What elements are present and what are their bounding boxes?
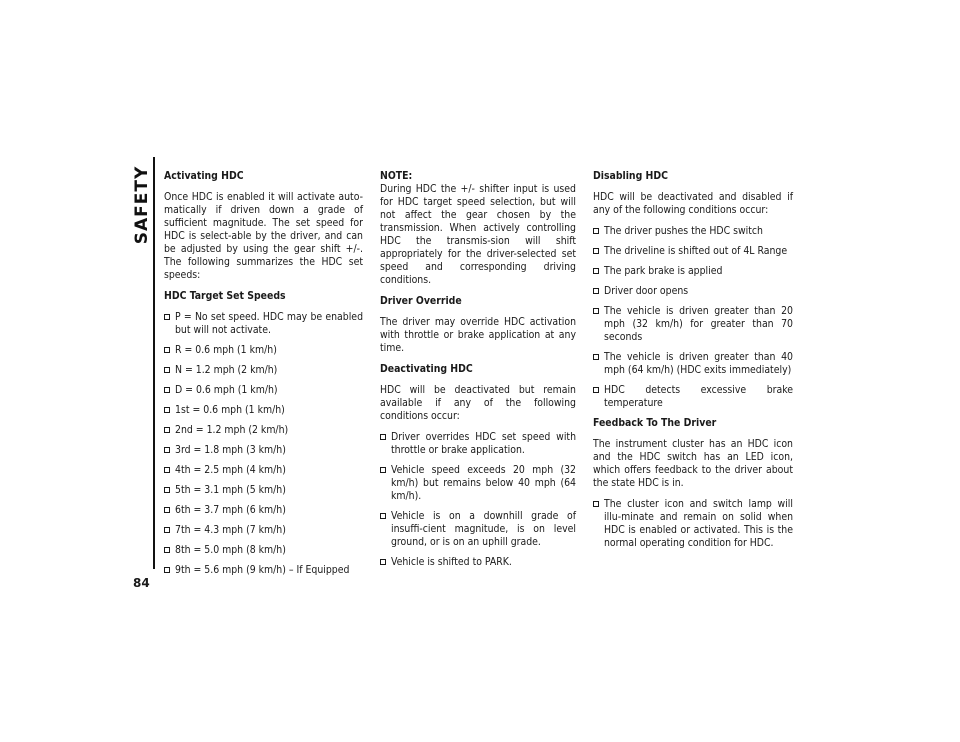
list-item-text: HDC detects excessive brake temperature [604,384,793,409]
checkbox-bullet-icon [593,268,599,274]
checkbox-bullet-icon [164,487,170,493]
list-item [380,510,576,549]
list-item-text: Vehicle speed exceeds 20 mph (32 km/h) but remains below 40 mph (64 km/h). [391,464,576,502]
heading-disabling-hdc: Disabling HDC [593,170,668,182]
checkbox-bullet-icon [380,434,386,440]
list-item [164,424,363,437]
section-tab [132,165,152,245]
checkbox-bullet-icon [380,467,386,473]
paragraph-disabling-hdc: HDC will be deactivated and disabled if any of the following conditions occur: [593,191,793,216]
list-item-text: P = No set speed. HDC may be enabled but will not activate. [175,311,363,336]
checkbox-bullet-icon [164,427,170,433]
list-item [380,464,576,503]
list-item [164,544,363,557]
list-item [593,384,793,410]
checkbox-bullet-icon [164,314,170,320]
paragraph-activating-hdc: Once HDC is enabled it will activate auto-matically if driven down a grade of sufficient magnitude. The set speed for HDC is select-able by the driver, and can be adjusted by using the gear shift +/-. The following summarizes the HDC set speeds: [164,191,363,281]
list-item [164,564,363,577]
note-block [380,170,576,287]
list-item-text: R = 0.6 mph (1 km/h) [175,344,277,356]
list-item-text: The cluster icon and switch lamp will illu-minate and remain on solid when HDC is enabled or activated. This is the normal operating condition for HDC. [604,498,793,549]
list-item-text: 1st = 0.6 mph (1 km/h) [175,404,285,416]
checkbox-bullet-icon [593,228,599,234]
list-item [380,431,576,457]
section-rule [153,157,155,569]
heading-target-set-speeds: HDC Target Set Speeds [164,290,286,302]
list-item [164,524,363,537]
list-disabling-conditions [593,225,793,410]
checkbox-bullet-icon [164,447,170,453]
list-item-text: 9th = 5.6 mph (9 km/h) – If Equipped [175,564,350,576]
note-label: NOTE: [380,170,413,182]
list-item [593,498,793,550]
checkbox-bullet-icon [164,547,170,553]
list-item [164,464,363,477]
paragraph-driver-override: The driver may override HDC activation with throttle or brake application at any time. [380,316,576,354]
checkbox-bullet-icon [380,513,386,519]
list-item [593,285,793,298]
list-item [164,364,363,377]
list-item-text: 8th = 5.0 mph (8 km/h) [175,544,286,556]
list-feedback [593,498,793,550]
paragraph-feedback-to-driver: The instrument cluster has an HDC icon and the HDC switch has an LED icon, which offers feedback to the driver about the state HDC is in. [593,438,793,489]
list-item-text: Vehicle is shifted to PARK. [391,556,512,568]
checkbox-bullet-icon [164,387,170,393]
list-item [380,556,576,569]
heading-deactivating-hdc: Deactivating HDC [380,363,473,375]
list-item-text: 3rd = 1.8 mph (3 km/h) [175,444,286,456]
list-item [593,351,793,377]
list-item [593,265,793,278]
checkbox-bullet-icon [164,507,170,513]
list-item-text: D = 0.6 mph (1 km/h) [175,384,278,396]
list-item [164,484,363,497]
checkbox-bullet-icon [164,527,170,533]
page-number: 84 [133,576,150,590]
list-item-text: 7th = 4.3 mph (7 km/h) [175,524,286,536]
list-item-text: The vehicle is driven greater than 20 mph (32 km/h) for greater than 70 seconds [604,305,793,343]
checkbox-bullet-icon [593,354,599,360]
checkbox-bullet-icon [593,248,599,254]
checkbox-bullet-icon [164,407,170,413]
list-item-text: Vehicle is on a downhill grade of insuffi-cient magnitude, is on level ground, or is on an uphill grade. [391,510,576,548]
list-item-text: The vehicle is driven greater than 40 mph (64 km/h) (HDC exits immediately) [604,351,793,376]
list-item-text: The park brake is applied [604,265,723,277]
list-item-text: The driveline is shifted out of 4L Range [604,245,788,257]
list-item-text: 5th = 3.1 mph (5 km/h) [175,484,286,496]
note-text: During HDC the +/- shifter input is used for HDC target speed selection, but will not affect the gear chosen by the transmission. When actively controlling HDC the transmis-sion will shift appropriately for the driver-selected set speed and corresponding driving conditions. [380,183,576,286]
checkbox-bullet-icon [164,367,170,373]
list-item-text: N = 1.2 mph (2 km/h) [175,364,278,376]
list-item-text: 4th = 2.5 mph (4 km/h) [175,464,286,476]
column-2 [380,170,576,576]
checkbox-bullet-icon [593,288,599,294]
checkbox-bullet-icon [593,308,599,314]
column-3 [593,170,793,557]
list-item [164,404,363,417]
checkbox-bullet-icon [164,467,170,473]
list-item [164,344,363,357]
heading-feedback-to-driver: Feedback To The Driver [593,417,717,429]
heading-driver-override: Driver Override [380,295,462,307]
column-1 [164,170,363,584]
checkbox-bullet-icon [164,567,170,573]
list-item [593,225,793,238]
list-item-text: 6th = 3.7 mph (6 km/h) [175,504,286,516]
section-tab-label: SAFETY [132,165,152,245]
checkbox-bullet-icon [593,387,599,393]
paragraph-deactivating-hdc: HDC will be deactivated but remain available if any of the following conditions occur: [380,384,576,422]
list-deactivating-conditions [380,431,576,569]
checkbox-bullet-icon [380,559,386,565]
list-item-text: The driver pushes the HDC switch [604,225,763,237]
list-item-text: Driver door opens [604,285,689,297]
checkbox-bullet-icon [593,501,599,507]
list-item [164,504,363,517]
list-item [164,311,363,337]
list-item-text: 2nd = 1.2 mph (2 km/h) [175,424,289,436]
list-item-text: Driver overrides HDC set speed with throttle or brake application. [391,431,576,456]
list-item [593,245,793,258]
checkbox-bullet-icon [164,347,170,353]
list-target-set-speeds [164,311,363,577]
list-item [164,384,363,397]
list-item [164,444,363,457]
heading-activating-hdc: Activating HDC [164,170,244,182]
list-item [593,305,793,344]
